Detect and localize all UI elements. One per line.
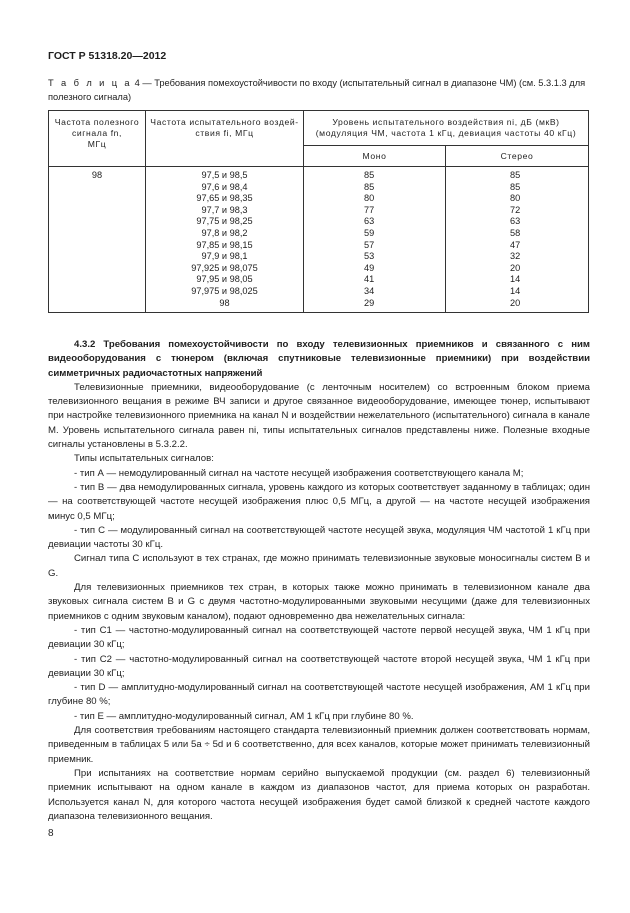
table-row: 80 — [510, 193, 521, 204]
col-test-freq-header: Частота испытательного воздей- ствия fi, МГц — [146, 111, 304, 167]
paragraph: - тип С2 — частотно-модулированный сигнал на соответствующей частоте второй несущей звука, ЧМ 1 кГц при девиации 30 кГц; — [48, 653, 590, 679]
table-row: 72 — [510, 204, 521, 215]
table-caption — [48, 77, 588, 104]
col-mono-header: Моно — [304, 146, 446, 167]
table-row: 85 — [364, 181, 375, 192]
paragraph: Типы испытательных сигналов: — [74, 453, 214, 465]
table-row: 41 — [364, 274, 375, 285]
table-row: 58 — [510, 227, 521, 238]
table-row: 53 — [364, 251, 375, 262]
paragraph: - тип С1 — частотно-модулированный сигнал на соответствующей частоте первой несущей звука, ЧМ 1 кГц при девиации 30 кГц; — [48, 624, 590, 651]
col-useful-freq-header: Частота полезного сигнала fn, МГц — [49, 111, 146, 167]
table-row: 80 — [364, 193, 375, 204]
paragraph: Телевизионные приемники, видеооборудование (с ленточным носителем) со встроенным блоком приема телевизионного вещания в режиме ВЧ записи и другое связанное видеооборудование, имеющее тюнер, испытывают при настройке телевизионного приемника на канал N и воздействии нежелательного (испытательного) сигнала в канале M. Уровень испытательного сигнала равен ni, типы испытательных сигналов представлены ниже. Полезные входные сигналы установлены в 5.3.2.2. — [48, 381, 590, 451]
table-row: 97,7 и 98,3 — [201, 204, 248, 215]
paragraph: - тип D — амплитудно-модулированный сигнал на соответствующей частоте несущей изображения, АМ 1 кГц при глубине 80 %; — [48, 682, 590, 708]
paragraph: - тип В — два немодулированных сигнала, уровень каждого из которых соответствует заданному в таблицах; один — на соответствующей частоте несущей изображения плюс 0,5 МГц, а другой — на частоте несущей изображения минус 0,5 МГц; — [48, 481, 590, 522]
table-row: 97,8 и 98,2 — [201, 227, 248, 238]
document-header: ГОСТ Р 51318.20—2012 — [48, 50, 167, 62]
table-caption-text: 4 — Требования помехоустойчивости по входу (испытательный сигнал в диапазоне ЧМ) (см. 5.3.1.3 для полезного сигнала) — [48, 78, 586, 102]
useful-freq-cell: 98 — [49, 167, 146, 313]
table-row: 85 — [510, 170, 521, 180]
table-row: 97,75 и 98,25 — [196, 216, 253, 227]
col-stereo-header: Стерео — [446, 146, 589, 167]
table-row: 77 — [364, 204, 375, 215]
mono-cell — [304, 167, 446, 313]
table-row: 20 — [510, 262, 521, 273]
table-4 — [48, 110, 589, 313]
table-row: 20 — [510, 297, 521, 308]
table-row: 59 — [364, 227, 375, 238]
paragraph: При испытаниях на соответствие нормам серийно выпускаемой продукции (см. раздел 6) телевизионный приемник испытывают на одном канале в каждом из диапазонов частот, для приема которых он разработан. Используется канал N, для которого частота несущей изображения будет самой близкой к средней частоте каждого диапазона телевизионного вещания. — [48, 767, 590, 822]
table-row: 97,95 и 98,05 — [196, 274, 253, 285]
table-row: 97,925 и 98,075 — [191, 262, 258, 273]
page-number: 8 — [48, 828, 54, 839]
table-row: 14 — [510, 285, 521, 296]
table-row: 47 — [510, 239, 521, 250]
paragraph: Для телевизионных приемников тех стран, в которых также можно принимать в телевизионном канале два звуковых сигнала систем В и G с двумя частотно-модулированными звуковыми несущими (даже для телевизионных приемников с одним звуковым каналом), подают одновременно два нежелательных сигнала: — [48, 582, 590, 622]
table-row: 97,975 и 98,025 — [191, 285, 258, 296]
paragraph: - тип А — немодулированный сигнал на частоте несущей изображения соответствующего канала M; — [74, 467, 524, 479]
test-freq-cell — [146, 167, 304, 313]
paragraph: Сигнал типа С используют в тех странах, где можно принимать телевизионные звуковые моносигналы систем В и G. — [48, 553, 590, 579]
table-row: 57 — [364, 239, 375, 250]
table-row: 97,85 и 98,15 — [196, 239, 253, 250]
table-row: 97,6 и 98,4 — [201, 181, 248, 192]
table-row: 98 — [219, 297, 230, 308]
table-row: 14 — [510, 274, 521, 285]
body-text — [48, 338, 590, 824]
table-row: 97,65 и 98,35 — [196, 193, 253, 204]
table-row: 34 — [364, 285, 375, 296]
table-row: 29 — [364, 297, 375, 308]
table-row: 32 — [510, 251, 521, 262]
paragraph: - тип Е — амплитудно-модулированный сигнал, АМ 1 кГц при глубине 80 %. — [74, 710, 414, 722]
table-row: 63 — [364, 216, 375, 227]
table-row: 97,9 и 98,1 — [201, 251, 248, 262]
table-row: 85 — [510, 181, 521, 192]
section-title: 4.3.2 Требования помехоустойчивости по входу телевизионных приемников и связанного с ним видеооборудования с тюнером (включая спутниковые телевизионные приемники) при воздействии симметричных радиочастотных напряжений — [48, 339, 590, 379]
table-row: 49 — [364, 262, 375, 273]
table-row: 63 — [510, 216, 521, 227]
table-row: 85 — [364, 170, 375, 180]
col-level-header: Уровень испытательного воздействия ni, дБ (мкВ) (модуляция ЧМ, частота 1 кГц, девиация частоты 40 кГц) — [304, 111, 589, 146]
table-row: 97,5 и 98,5 — [201, 170, 248, 180]
paragraph: Для соответствия требованиям настоящего стандарта телевизионный приемник должен соответствовать нормам, приведенным в таблицах 5 или 5а ÷ 5d и 6 соответственно, для всех каналов, которые может принимать телевизионный приемник. — [48, 725, 590, 765]
stereo-cell — [446, 167, 589, 313]
paragraph: - тип С — модулированный сигнал на соответствующей частоте несущей звука, модуляция ЧМ частотой 1 кГц при девиации частоты 30 кГц. — [48, 524, 590, 551]
table-caption-label: Т а б л и ц а — [48, 78, 132, 88]
